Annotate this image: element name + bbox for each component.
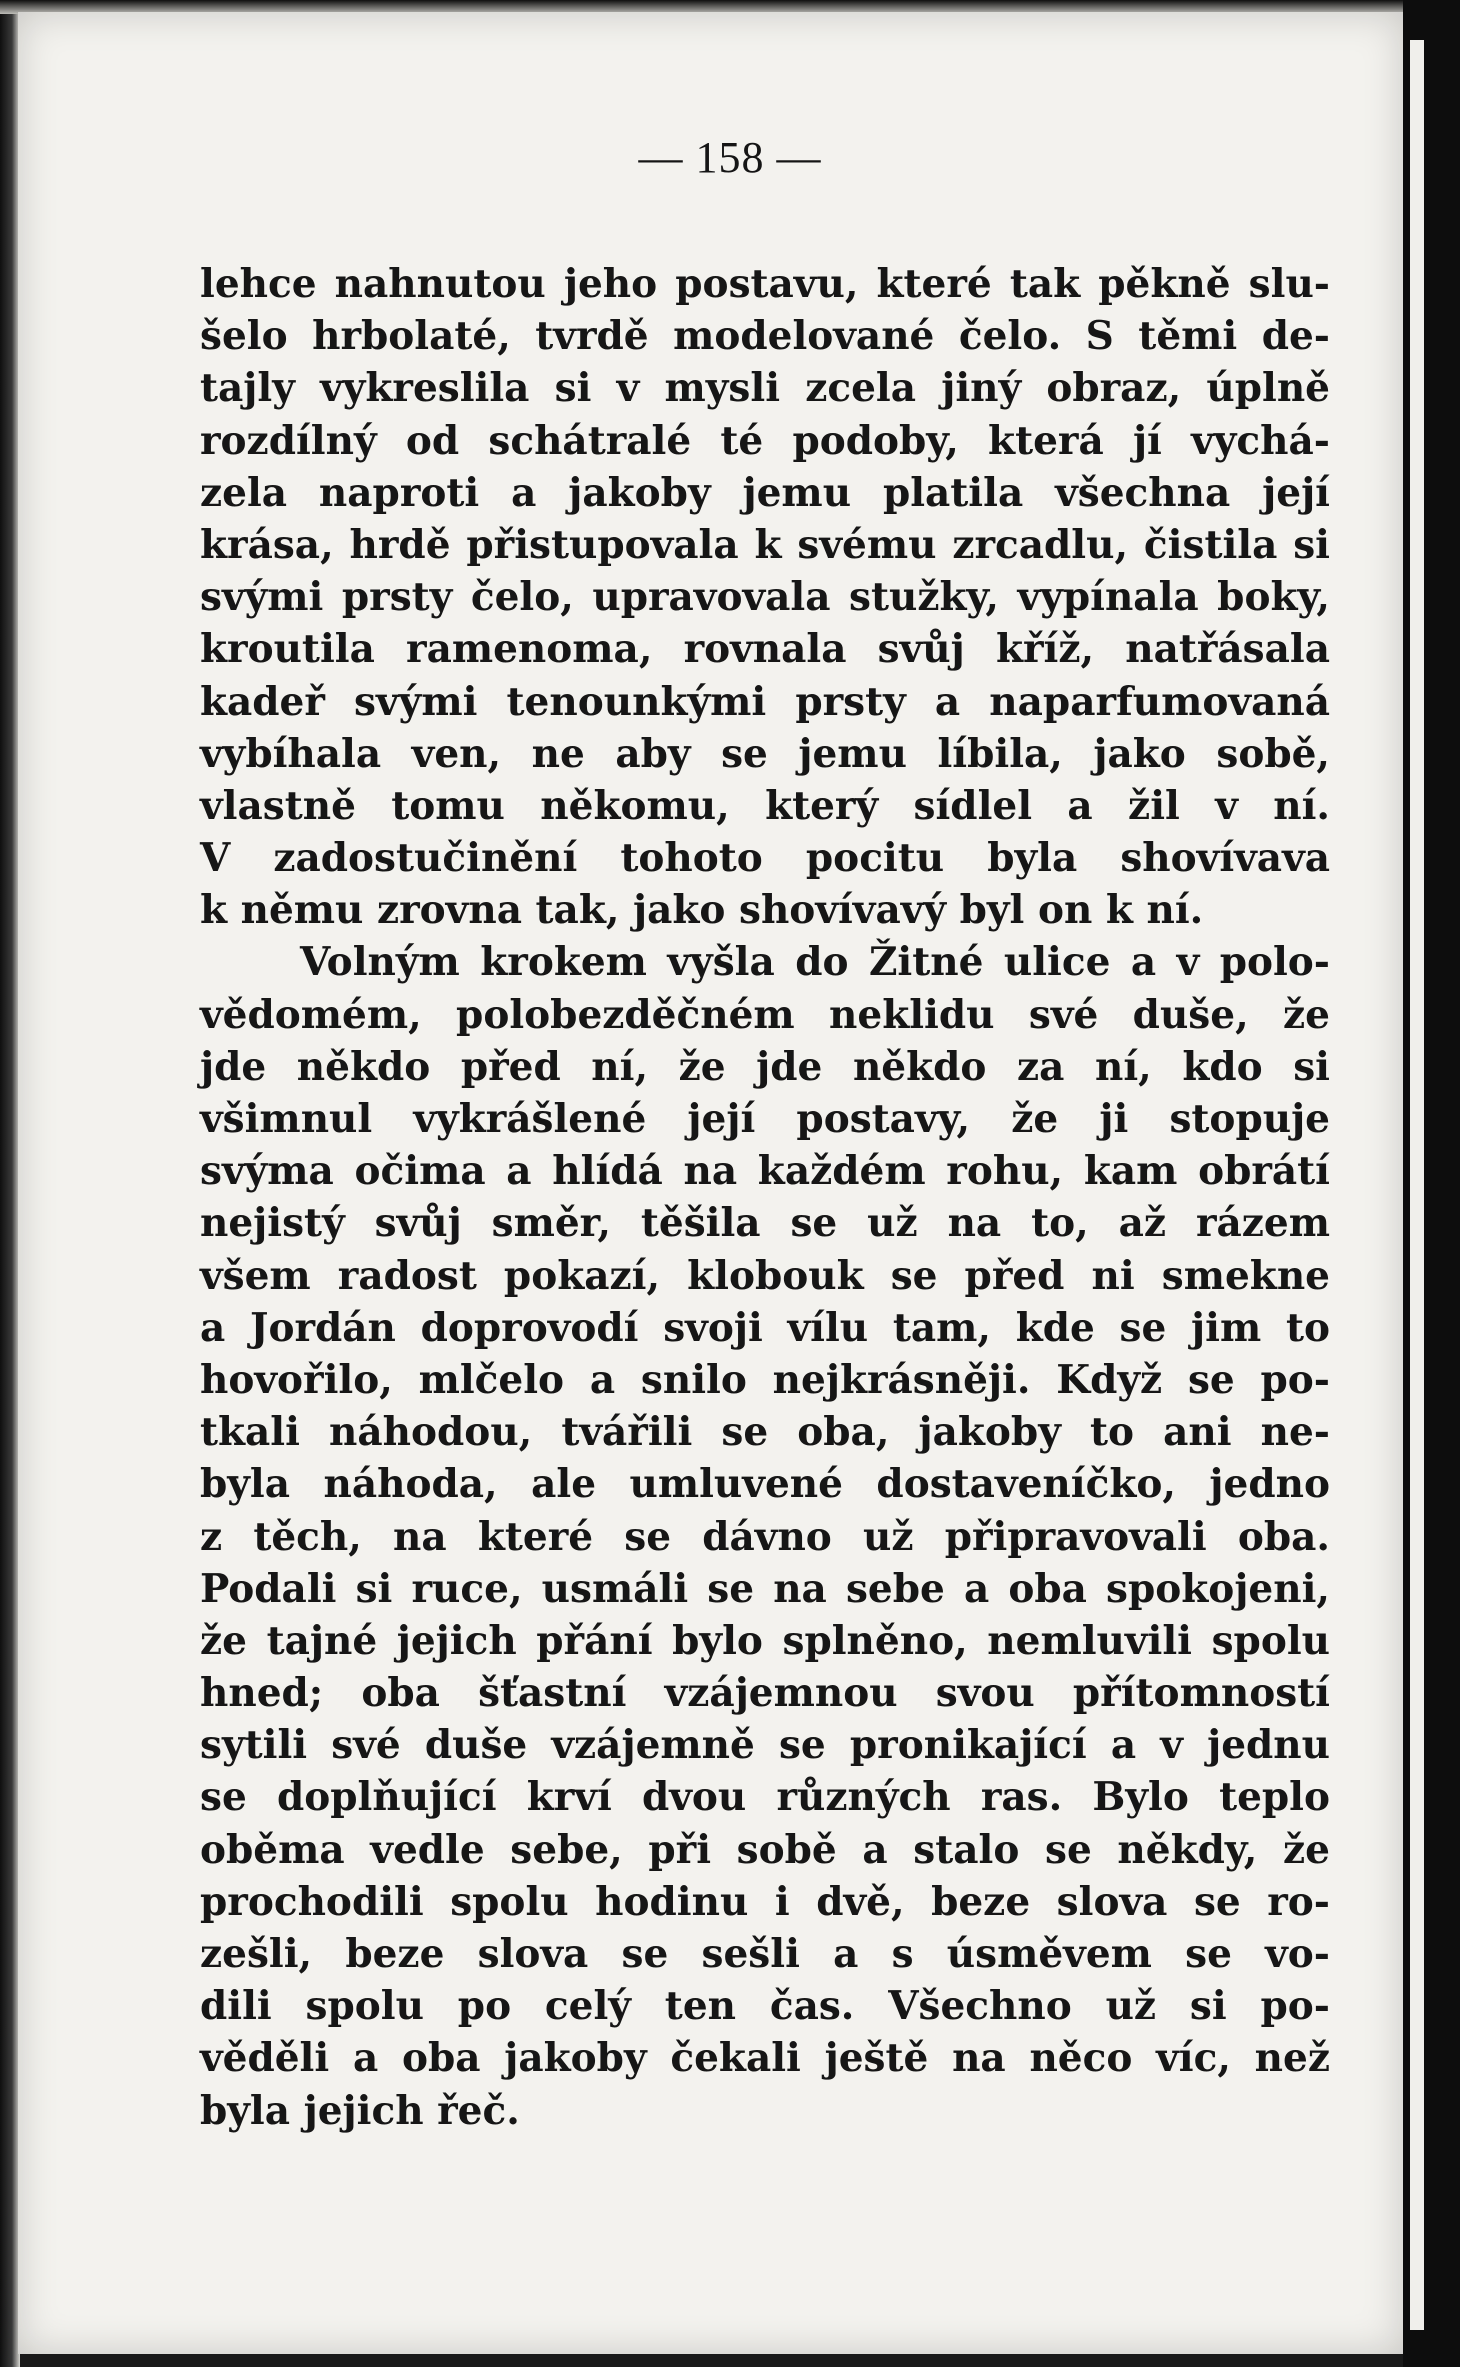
text-line: všimnul vykrášlené její postavy, že ji stopuje	[200, 1096, 1330, 1142]
text-line: byla náhoda, ale umluvené dostaveníčko, jedno	[200, 1461, 1330, 1508]
text-line: prochodili spolu hodinu i dvě, beze slova se ro-	[200, 1878, 1330, 1925]
text-line: věděli a oba jakoby čekali ještě na něco víc, než	[200, 2035, 1330, 2082]
text-line: tajly vykreslila si v mysli zcela jiný obraz, úplně	[200, 365, 1330, 412]
text-line: sytili své duše vzájemně se pronikající a v jednu	[200, 1722, 1330, 1769]
text-line: se doplňující krví dvou různých ras. Bylo teplo	[200, 1774, 1330, 1821]
text-line: hovořilo, mlčelo a snilo nejkrásněji. Když se po-	[200, 1356, 1330, 1403]
text-line: z těch, na které se dávno už připravovali oba.	[200, 1513, 1330, 1560]
text-line: kadeř svými tenounkými prsty a naparfumovaná	[200, 678, 1330, 725]
text-line: vědomém, polobezděčném neklidu své duše, že	[200, 991, 1330, 1038]
text-line: Podali si ruce, usmáli se na sebe a oba spokojeni,	[200, 1565, 1330, 1612]
text-line: oběma vedle sebe, při sobě a stalo se někdy, že	[200, 1826, 1330, 1873]
text-line: hned; oba šťastní vzájemnou svou přítomností	[200, 1670, 1330, 1717]
text-line: V zadostučinění tohoto pocitu byla shovívava	[200, 835, 1330, 882]
text-line: jde někdo před ní, že jde někdo za ní, kdo si	[200, 1043, 1330, 1090]
text-line: vybíhala ven, ne aby se jemu líbila, jako sobě,	[200, 730, 1330, 777]
text-line: svými prsty čelo, upravovala stužky, vypínala boky,	[200, 574, 1330, 621]
text-line: kroutila ramenoma, rovnala svůj kříž, natřásala	[200, 626, 1330, 673]
page-number: — 158 —	[638, 133, 822, 182]
right-paper-strip	[1410, 40, 1424, 2330]
text-line: zešli, beze slova se sešli a s úsměvem se vo-	[200, 1931, 1330, 1977]
text-line: nejistý svůj směr, těšila se už na to, až rázem	[200, 1200, 1330, 1247]
left-scan-edge	[0, 0, 20, 2367]
text-line: k němu zrovna tak, jako shovívavý byl on k ní.	[200, 887, 1204, 934]
text-line: zela naproti a jakoby jemu platila všechna její	[200, 469, 1330, 516]
text-line: a Jordán doprovodí svoji vílu tam, kde se jim to	[200, 1304, 1330, 1351]
text-line: lehce nahnutou jeho postavu, které tak pěkně slu-	[200, 261, 1330, 307]
text-line: šelo hrbolaté, tvrdě modelované čelo. S těmi de-	[200, 313, 1330, 360]
text-line: byla jejich řeč.	[200, 2087, 520, 2134]
text-line: vlastně tomu někomu, který sídlel a žil v ní.	[200, 782, 1330, 829]
text-line: rozdílný od schátralé té podoby, která jí vychá-	[200, 417, 1330, 464]
text-line: všem radost pokazí, klobouk se před ni smekne	[200, 1252, 1330, 1299]
text-line: že tajné jejich přání bylo splněno, nemluvili spolu	[200, 1617, 1330, 1664]
text-line: dili spolu po celý ten čas. Všechno už si po-	[200, 1983, 1330, 2030]
body-text	[200, 258, 1330, 2137]
text-line: krása, hrdě přistupovala k svému zrcadlu, čistila si	[200, 521, 1330, 568]
paragraph-start-line: Volným krokem vyšla do Žitné ulice a v polo-	[300, 939, 1330, 986]
text-line: svýma očima a hlídá na každém rohu, kam obrátí	[200, 1148, 1330, 1195]
text-line: tkali náhodou, tvářili se oba, jakoby to ani ne-	[200, 1409, 1330, 1456]
